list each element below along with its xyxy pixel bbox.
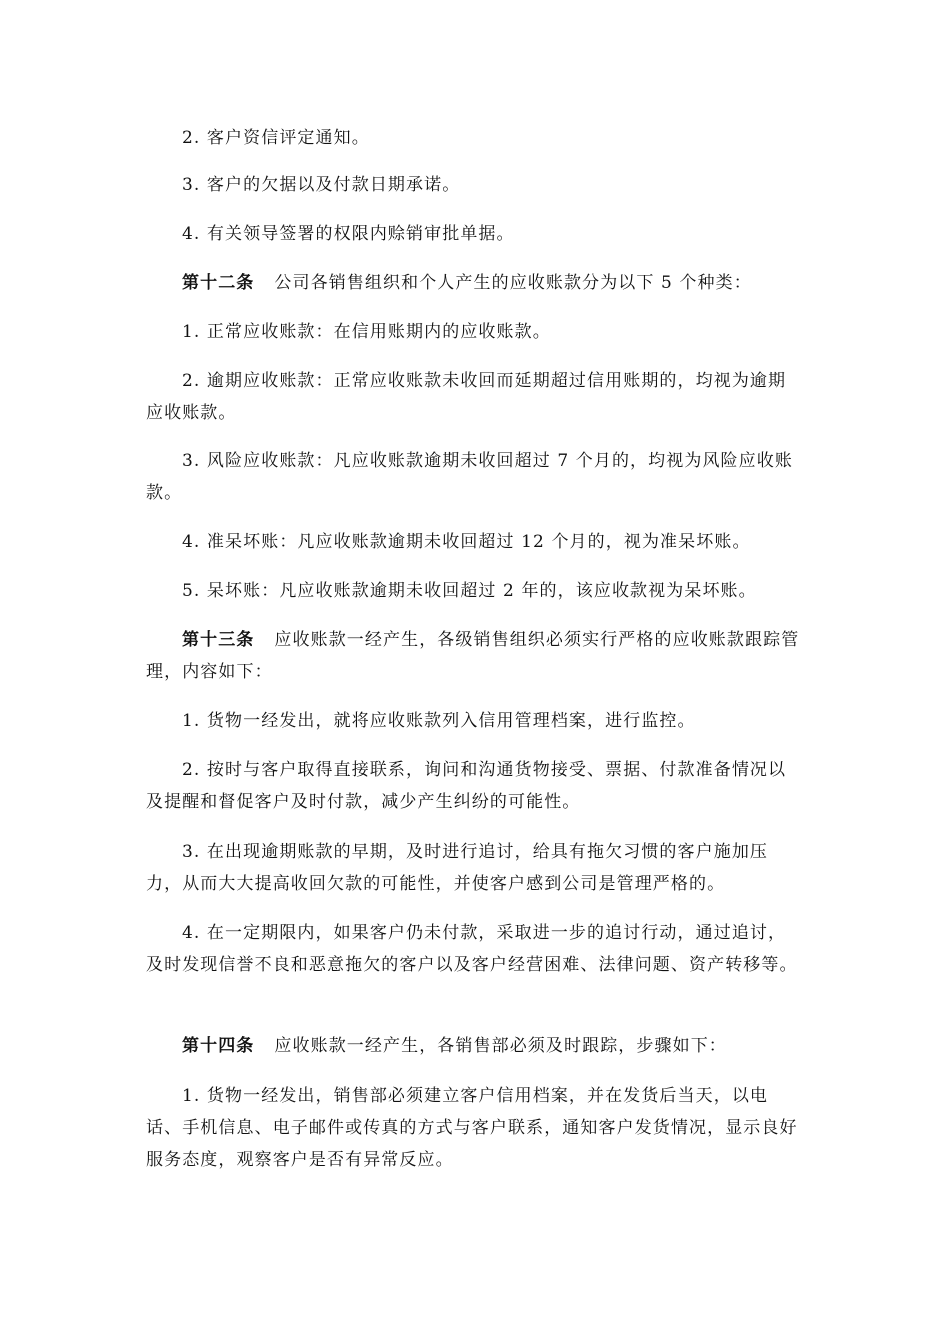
article-14 [146,1030,800,1062]
paragraph-text: 4. 有关领导签署的权限内赊销审批单据。 [182,224,515,244]
paragraph-tracking-3 [146,836,800,900]
paragraph-tracking-2 [146,754,800,818]
paragraph-text: 2. 按时与客户取得直接联系，询问和沟通货物接受、票据、付款准备情况以及提醒和督促客户及时付款，减少产生纠纷的可能性。 [146,760,787,812]
paragraph-text: 4. 在一定期限内，如果客户仍未付款，采取进一步的追讨行动，通过追讨，及时发现信誉不良和恶意拖欠的客户以及客户经营困难、法律问题、资产转移等。 [146,923,798,975]
paragraph-risk-receivable [146,445,800,509]
paragraph-text: 3. 风险应收账款：凡应收账款逾期未收回超过 7 个月的，均视为风险应收账款。 [146,451,793,503]
paragraph-text: 3. 客户的欠据以及付款日期承诺。 [182,175,461,195]
article-13 [146,624,800,688]
article-text: 应收账款一经产生，各级销售组织必须实行严格的应收账款跟踪管理，内容如下： [146,630,800,682]
paragraph-normal-receivable [146,316,800,348]
paragraph-item-2 [146,122,800,154]
paragraph-item-3 [146,169,800,201]
paragraph-bad-debt [146,575,800,607]
paragraph-text: 1. 正常应收账款：在信用账期内的应收账款。 [182,322,551,342]
paragraph-tracking-1 [146,705,800,737]
paragraph-step-1 [146,1080,800,1176]
paragraph-text: 3. 在出现逾期账款的早期，及时进行追讨，给具有拖欠习惯的客户施加压力，从而大大提高收回欠款的可能性，并使客户感到公司是管理严格的。 [146,842,769,894]
paragraph-item-4 [146,218,800,250]
paragraph-text: 2. 客户资信评定通知。 [182,128,370,148]
article-text: 公司各销售组织和个人产生的应收账款分为以下 5 个种类： [274,273,752,293]
article-title: 第十二条 [182,273,255,293]
article-title: 第十四条 [182,1036,255,1056]
paragraph-tracking-4 [146,917,800,981]
article-12 [146,267,800,299]
paragraph-text: 5. 呆坏账：凡应收账款逾期未收回超过 2 年的，该应收款视为呆坏账。 [182,581,757,601]
paragraph-text: 1. 货物一经发出，销售部必须建立客户信用档案，并在发货后当天，以电话、手机信息、电子邮件或传真的方式与客户联系，通知客户发货情况，显示良好服务态度，观察客户是否有异常反应。 [146,1086,798,1170]
paragraph-text: 2. 逾期应收账款：正常应收账款未收回而延期超过信用账期的，均视为逾期应收账款。 [146,371,787,423]
paragraph-overdue-receivable [146,365,800,429]
article-title: 第十三条 [182,630,255,650]
article-text: 应收账款一经产生，各销售部必须及时跟踪，步骤如下： [274,1036,727,1056]
paragraph-quasi-bad-debt [146,526,800,558]
paragraph-text: 4. 准呆坏账：凡应收账款逾期未收回超过 12 个月的，视为准呆坏账。 [182,532,751,552]
paragraph-text: 1. 货物一经发出，就将应收账款列入信用管理档案，进行监控。 [182,711,696,731]
